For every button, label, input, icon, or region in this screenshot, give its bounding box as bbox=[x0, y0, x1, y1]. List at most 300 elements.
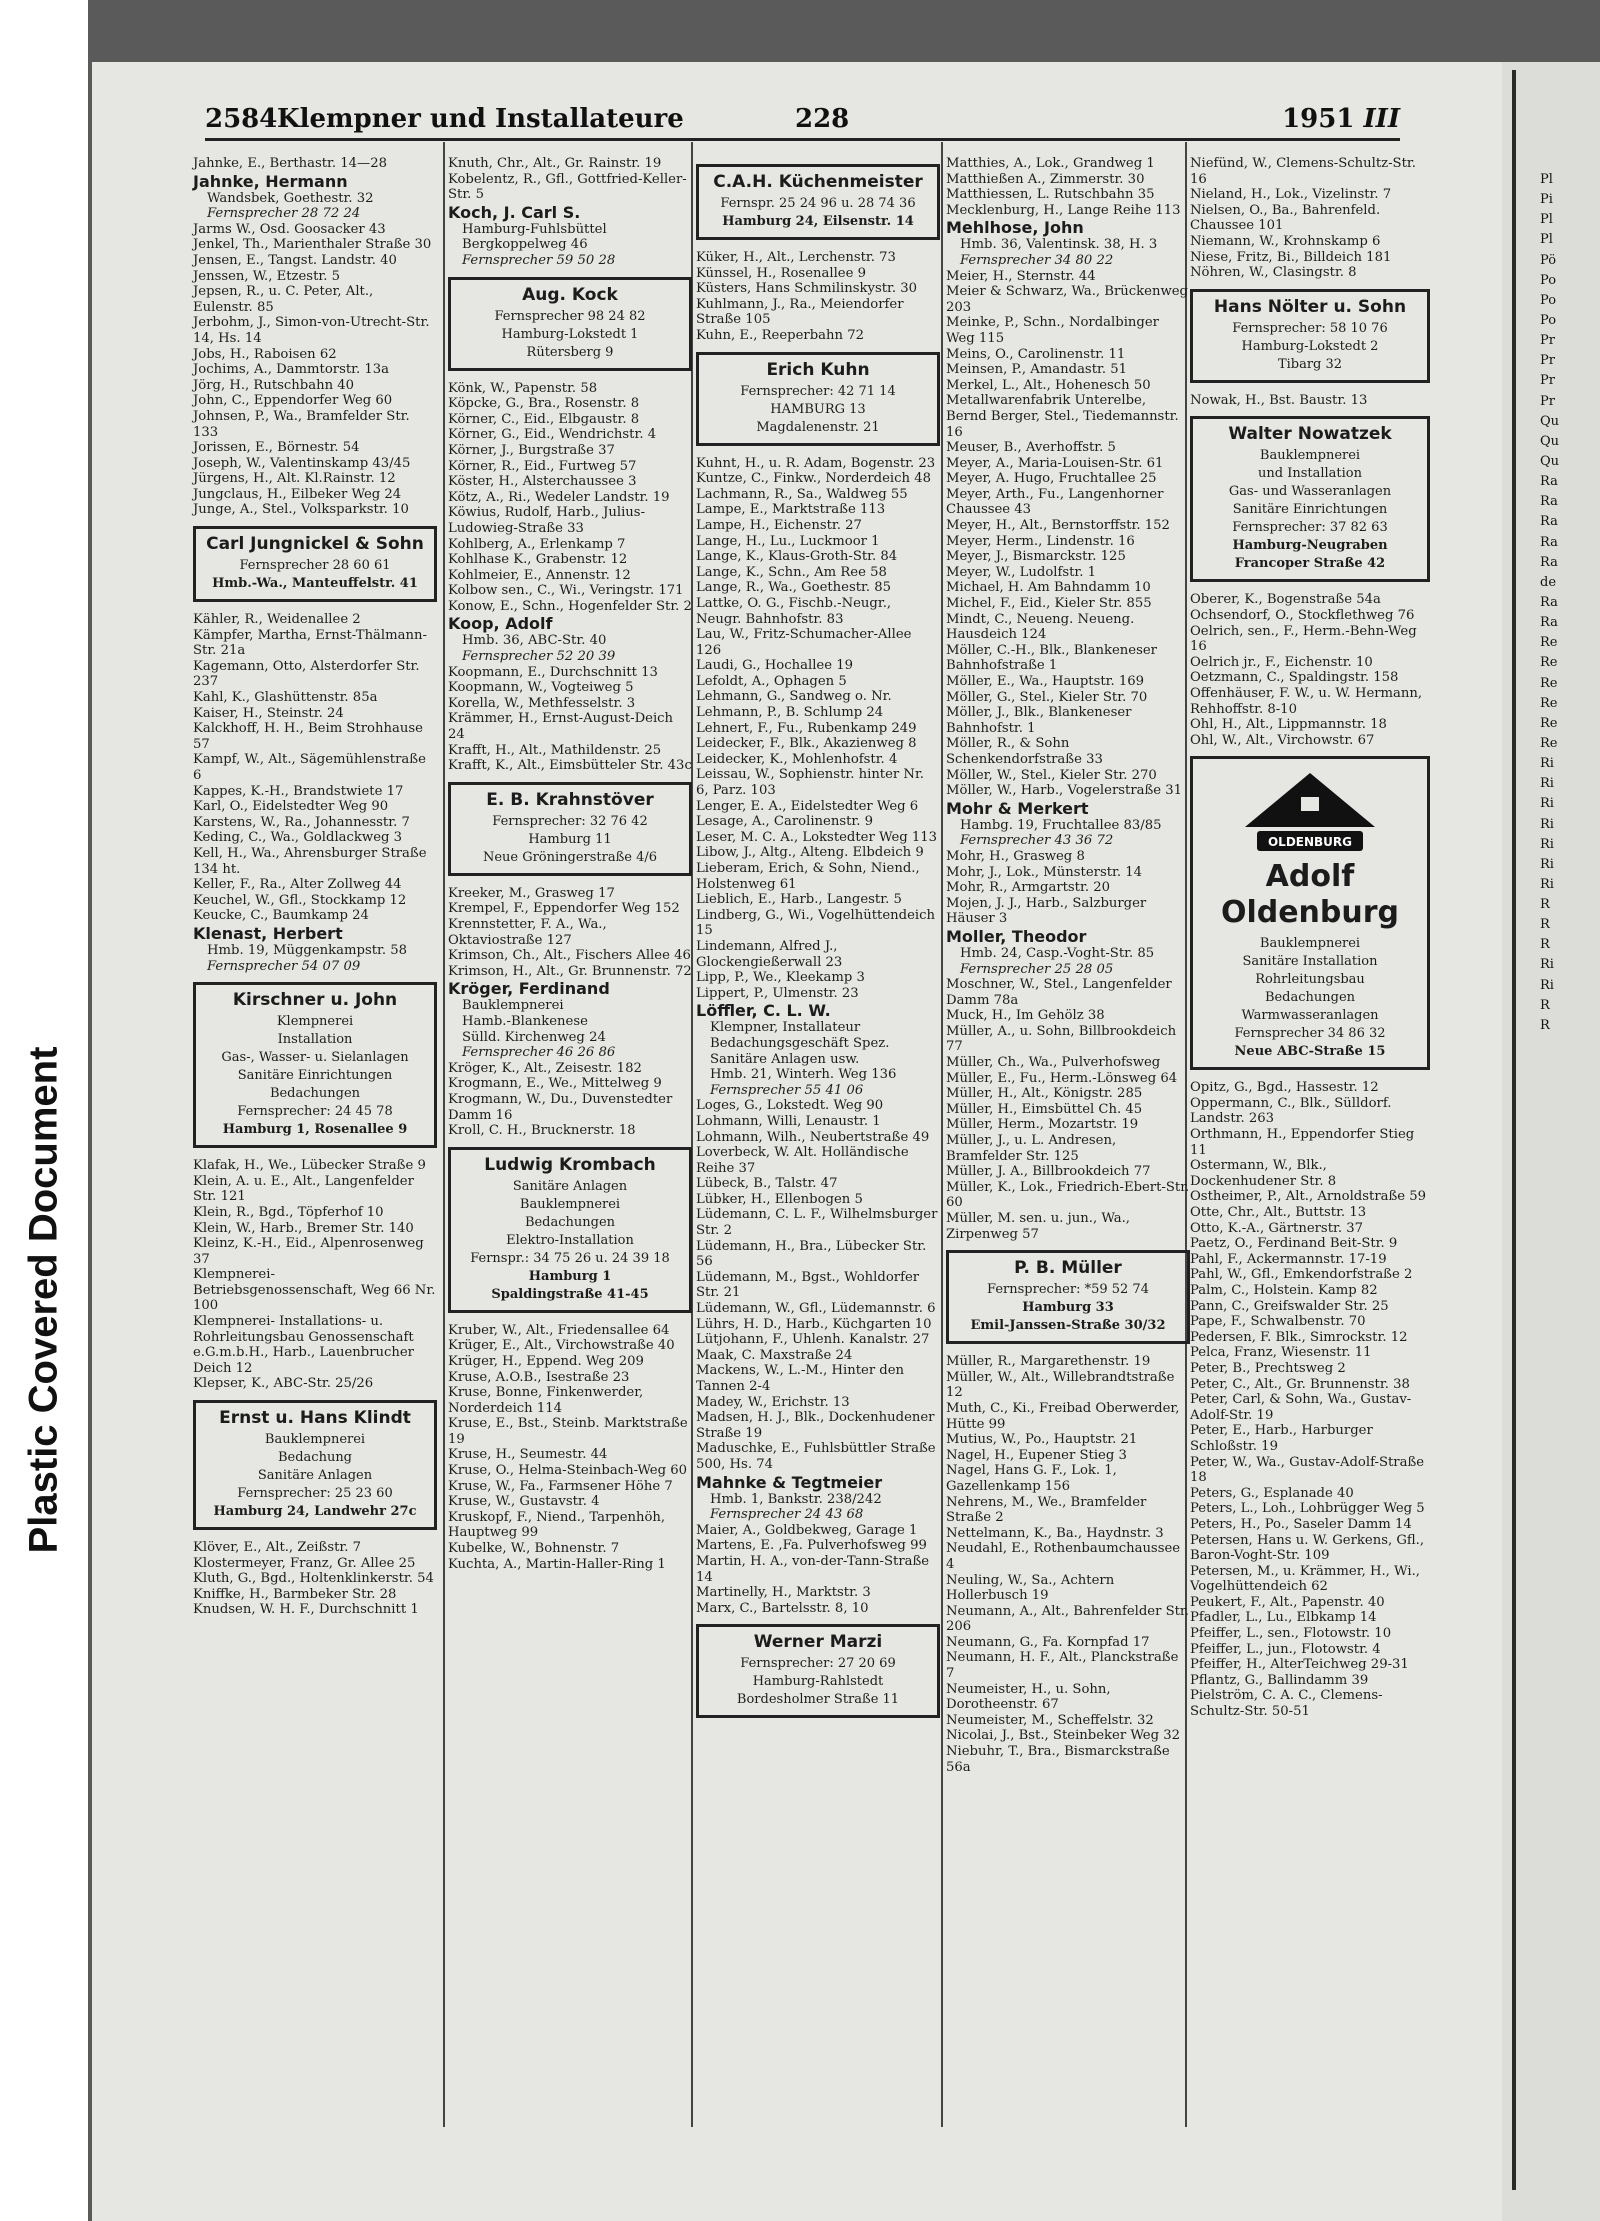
directory-entry bbox=[193, 1158, 437, 1174]
entry-text: Kniffke, H., Barmbeker Str. 28 bbox=[193, 1586, 397, 1602]
ad-address: Francoper Straße 42 bbox=[1234, 556, 1386, 572]
edge-letter: R bbox=[1540, 917, 1550, 933]
entry-text: Kröger, Ferdinand bbox=[448, 979, 610, 999]
entry-text: Pfadler, L., Lu., Elbkamp 14 bbox=[1190, 1610, 1377, 1626]
entry-text: Neumeister, H., u. Sohn, Dorotheenstr. 67 bbox=[946, 1681, 1111, 1713]
entry-text: Lehmann, G., Sandweg o. Nr. bbox=[696, 689, 892, 705]
entry-text: Maier, A., Goldbekweg, Garage 1 bbox=[696, 1522, 918, 1538]
entry-text: Lattke, O. G., Fischb.-Neugr., Neugr. Bahnhofstr. 83 bbox=[696, 595, 892, 627]
directory-entry bbox=[696, 767, 940, 798]
entry-text: Pelca, Franz, Wiesenstr. 11 bbox=[1190, 1345, 1372, 1361]
directory-entry-featured bbox=[946, 799, 1190, 818]
ad-line: Sanitäre Einrichtungen bbox=[1232, 502, 1388, 518]
entry-text: Peter, C., Alt., Gr. Brunnenstr. 38 bbox=[1190, 1376, 1410, 1392]
directory-entry bbox=[193, 659, 437, 690]
directory-entry bbox=[448, 1338, 692, 1354]
entry-text: Pape, F., Schwalbenstr. 70 bbox=[1190, 1314, 1366, 1330]
entry-text: Michael, H. Am Bahndamm 10 bbox=[946, 580, 1151, 596]
ad-line: Fernsprecher: 24 45 78 bbox=[237, 1104, 393, 1120]
entry-text: Kröger, K., Alt., Zeisestr. 182 bbox=[448, 1060, 642, 1076]
edge-letter: Pr bbox=[1540, 333, 1555, 349]
directory-entry bbox=[193, 471, 437, 487]
edge-letter: Qu bbox=[1540, 433, 1560, 449]
entry-text: Martens, E. ,Fa. Pulverhofsweg 99 bbox=[696, 1538, 927, 1554]
entry-detail: Hmb. 19, Müggenkampstr. 58 bbox=[207, 942, 408, 958]
edge-letter: Pi bbox=[1540, 192, 1553, 208]
entry-text: Jahnke, Hermann bbox=[193, 171, 348, 191]
advertiser-name: Werner Marzi bbox=[753, 1632, 883, 1653]
entry-text: Martinelly, H., Marktstr. 3 bbox=[696, 1585, 871, 1601]
entry-text: Lippert, P., Ulmenstr. 23 bbox=[696, 985, 859, 1001]
directory-entry bbox=[696, 281, 940, 297]
side-label: Plastic Covered Document bbox=[21, 1046, 66, 1554]
entry-text: Löffler, C. L. W. bbox=[696, 1001, 831, 1021]
ad-address: Hmb.-Wa., Manteuffelstr. 41 bbox=[212, 576, 418, 592]
ad-line: und Installation bbox=[1258, 466, 1362, 482]
ad-line: Bedachungen bbox=[1264, 990, 1356, 1006]
directory-entry bbox=[193, 1376, 437, 1392]
directory-entry bbox=[696, 736, 940, 752]
ad-line: Bauklempnerei bbox=[264, 1432, 366, 1448]
entry-text: Kruse, A.O.B., Isestraße 23 bbox=[448, 1369, 630, 1385]
directory-entry bbox=[448, 917, 692, 948]
entry-text: Mackens, W., L.-M., Hinter den Tannen 2-4 bbox=[696, 1363, 905, 1394]
directory-entry bbox=[1190, 1158, 1430, 1189]
directory-entry bbox=[193, 815, 437, 831]
directory-entry bbox=[946, 1354, 1190, 1370]
entry-text: Pahl, W., Gfl., Emkendorfstraße 2 bbox=[1190, 1267, 1413, 1283]
directory-entry bbox=[1190, 1673, 1430, 1689]
entry-detail: Hmb. 24, Casp.-Voght-Str. 85 bbox=[960, 945, 1155, 961]
directory-entry bbox=[448, 1479, 692, 1495]
directory-entry bbox=[448, 758, 692, 774]
directory-entry bbox=[946, 1573, 1190, 1604]
directory-entry-featured bbox=[193, 924, 437, 943]
directory-entry bbox=[696, 861, 940, 892]
edge-letter: Ra bbox=[1540, 594, 1558, 610]
entry-text: Oelrich jr., F., Eichenstr. 10 bbox=[1190, 654, 1373, 670]
entry-text: Jochims, A., Dammtorstr. 13a bbox=[193, 362, 390, 378]
directory-entry bbox=[448, 583, 692, 599]
entry-text: Möller, J., Blk., Blankeneser Bahnhofstr. 1 bbox=[946, 705, 1132, 736]
entry-text: Könk, W., Papenstr. 58 bbox=[448, 380, 598, 396]
ad-address: Neue ABC-Straße 15 bbox=[1234, 1044, 1386, 1060]
entry-text: Meyer, Herm., Lindenstr. 16 bbox=[946, 533, 1135, 549]
edge-letter: de bbox=[1540, 574, 1557, 590]
directory-entry bbox=[696, 1363, 940, 1394]
entry-text: Kohlhase K., Grabenstr. 12 bbox=[448, 552, 628, 568]
entry-text: Jorissen, E., Börnestr. 54 bbox=[193, 440, 360, 456]
directory-entry bbox=[696, 627, 940, 658]
directory-entry bbox=[193, 362, 437, 378]
directory-entry bbox=[193, 877, 437, 893]
directory-entry bbox=[696, 502, 940, 518]
entry-text: Lau, W., Fritz-Schumacher-Allee 126 bbox=[696, 627, 912, 658]
entry-text: Jerbohm, J., Simon-von-Utrecht-Str. 14, Hs. 14 bbox=[193, 315, 430, 346]
directory-entry bbox=[696, 471, 940, 487]
directory-entry-featured bbox=[696, 1001, 940, 1020]
edge-letter: Re bbox=[1540, 655, 1558, 671]
directory-entry bbox=[696, 250, 940, 266]
directory-entry bbox=[946, 643, 1190, 674]
directory-entry bbox=[946, 1432, 1190, 1448]
entry-text: Klein, R., Bgd., Töpferhof 10 bbox=[193, 1204, 384, 1220]
directory-entry bbox=[696, 689, 940, 705]
entry-text: Johnsen, P., Wa., Bramfelder Str. 133 bbox=[193, 408, 410, 440]
ad-line: Fernsprecher: 32 76 42 bbox=[492, 813, 648, 829]
directory-entry bbox=[193, 784, 437, 800]
entry-text: Jensen, E., Tangst. Landstr. 40 bbox=[193, 252, 397, 268]
directory-entry bbox=[696, 1145, 940, 1176]
entry-text: Nielsen, O., Ba., Bahrenfeld. Chaussee 101 bbox=[1190, 202, 1381, 234]
entry-text: Opitz, G., Bgd., Hassestr. 12 bbox=[1190, 1080, 1379, 1096]
directory-entry bbox=[1190, 717, 1430, 733]
directory-entry bbox=[696, 1554, 940, 1585]
entry-text: Metallwarenfabrik Unterelbe, Bernd Berger, Stel., Tiedemannstr. 16 bbox=[946, 393, 1179, 440]
entry-text: Lindemann, Alfred J., Glockengießerwall 23 bbox=[696, 938, 843, 970]
directory-entry bbox=[1190, 655, 1430, 671]
directory-entry bbox=[696, 721, 940, 737]
directory-entry bbox=[193, 156, 437, 172]
entry-text: Peters, L., Loh., Lohbrügger Weg 5 bbox=[1190, 1501, 1425, 1517]
entry-text: Matthießen A., Zimmerstr. 30 bbox=[946, 171, 1145, 187]
entry-text: Laudi, G., Hochallee 19 bbox=[696, 658, 853, 674]
advertisement-box bbox=[193, 982, 437, 1148]
entry-text: Neumann, G., Fa. Kornpfad 17 bbox=[946, 1634, 1150, 1650]
directory-entry bbox=[193, 269, 437, 285]
entry-text: Krafft, H., Alt., Mathildenstr. 25 bbox=[448, 742, 662, 758]
ad-line: Sanitäre Anlagen bbox=[257, 1468, 373, 1484]
entry-text: Küker, H., Alt., Lerchenstr. 73 bbox=[696, 250, 896, 265]
directory-entry bbox=[1190, 1127, 1430, 1158]
entry-text: Keuchel, W., Gfl., Stockkamp 12 bbox=[193, 892, 407, 908]
directory-entry bbox=[696, 1317, 940, 1333]
entry-text: Korella, W., Methfesselstr. 3 bbox=[448, 695, 636, 711]
directory-entry bbox=[1190, 1345, 1430, 1361]
directory-entry bbox=[448, 665, 692, 681]
directory-entry bbox=[1190, 670, 1430, 686]
page-header bbox=[205, 100, 1400, 141]
entry-text: Oelrich, sen., F., Herm.-Behn-Weg 16 bbox=[1190, 623, 1417, 655]
directory-entry bbox=[1190, 1501, 1430, 1517]
directory-entry bbox=[946, 580, 1190, 596]
directory-entry bbox=[696, 658, 940, 674]
entry-text: Lieblich, E., Harb., Langestr. 5 bbox=[696, 892, 902, 908]
edge-letter: Re bbox=[1540, 675, 1558, 691]
entry-text: Jarms W., Osd. Goosacker 43 bbox=[193, 221, 386, 237]
ad-line: Fernsprecher: *59 52 74 bbox=[987, 1282, 1149, 1298]
edge-letter: Ri bbox=[1540, 776, 1554, 792]
directory-entry bbox=[448, 948, 692, 964]
directory-entry bbox=[946, 362, 1190, 378]
directory-entry bbox=[946, 1370, 1190, 1401]
directory-entry bbox=[946, 896, 1190, 927]
entry-text: Offenhäuser, F. W., u. W. Hermann, Rehhoffstr. 8-10 bbox=[1190, 685, 1423, 717]
directory-entry bbox=[946, 880, 1190, 896]
ad-line: Hamburg-Rahlstedt bbox=[752, 1674, 884, 1690]
entry-text: Krüger, E., Alt., Virchowstraße 40 bbox=[448, 1338, 675, 1354]
advertisement-box bbox=[696, 352, 940, 446]
entry-detail: Fernsprecher 43 36 72 bbox=[960, 833, 1114, 849]
edge-letter: Ra bbox=[1540, 474, 1558, 490]
entry-text: Moller, Theodor bbox=[946, 926, 1087, 946]
directory-entry bbox=[696, 705, 940, 721]
directory-entry bbox=[1190, 1267, 1430, 1283]
directory-entry bbox=[448, 1323, 692, 1339]
entry-text: Pedersen, F. Blk., Simrockstr. 12 bbox=[1190, 1329, 1408, 1345]
directory-entry bbox=[193, 253, 437, 269]
entry-text: Müller, R., Margarethenstr. 19 bbox=[946, 1354, 1151, 1370]
entry-detail: Fernsprecher 25 28 05 bbox=[960, 961, 1114, 977]
entry-text: Ohl, W., Alt., Virchowstr. 67 bbox=[1190, 732, 1375, 748]
directory-entry bbox=[1190, 1189, 1430, 1205]
directory-entry bbox=[448, 552, 692, 568]
directory-entry bbox=[193, 409, 437, 440]
entry-text: Meyer, J., Bismarckstr. 125 bbox=[946, 549, 1126, 565]
entry-text: Kruse, W., Gustavstr. 4 bbox=[448, 1494, 600, 1510]
directory-entry-featured bbox=[193, 172, 437, 191]
directory-entry bbox=[448, 1385, 692, 1416]
directory-entry bbox=[193, 284, 437, 315]
directory-entry bbox=[448, 1463, 692, 1479]
directory-entry bbox=[696, 799, 940, 815]
ad-line: Hamburg 11 bbox=[528, 831, 612, 847]
directory-entry bbox=[696, 830, 940, 846]
directory-entry bbox=[946, 1463, 1190, 1494]
directory-column-3 bbox=[696, 156, 940, 1728]
directory-entry bbox=[696, 297, 940, 328]
directory-entry bbox=[448, 1370, 692, 1386]
edge-letter: Ri bbox=[1540, 876, 1554, 892]
ad-line: Fernsprecher 98 24 82 bbox=[494, 308, 646, 324]
entry-text: Nettelmann, K., Ba., Haydnstr. 3 bbox=[946, 1525, 1164, 1541]
entry-text: Lieberam, Erich, & Sohn, Niend., Holstenweg 61 bbox=[696, 861, 920, 892]
entry-text: Kampf, W., Alt., Sägemühlenstraße 6 bbox=[193, 752, 426, 783]
entry-detail: Fernsprecher 55 41 06 bbox=[710, 1082, 864, 1098]
ad-line: Warmwasseranlagen bbox=[1241, 1008, 1379, 1024]
directory-entry bbox=[1190, 393, 1430, 409]
directory-entry bbox=[696, 1301, 940, 1317]
directory-entry bbox=[946, 1604, 1190, 1635]
directory-entry bbox=[448, 886, 692, 902]
directory-entry bbox=[448, 743, 692, 759]
entry-text: Marx, C., Bartelsstr. 8, 10 bbox=[696, 1600, 869, 1616]
directory-entry bbox=[946, 865, 1190, 881]
directory-entry bbox=[696, 1441, 940, 1472]
entry-text: Jungclaus, H., Eilbeker Weg 24 bbox=[193, 486, 402, 502]
entry-detail: Bedachungsgeschäft Spez. bbox=[710, 1035, 890, 1051]
entry-text: Jörg, H., Rutschbahn 40 bbox=[193, 377, 355, 393]
directory-entry bbox=[696, 1523, 940, 1539]
entry-text: Lüdemann, W., Gfl., Lüdemannstr. 6 bbox=[696, 1301, 936, 1317]
directory-entry bbox=[696, 1192, 940, 1208]
entry-text: Klein, A. u. E., Alt., Langenfelder Str. 121 bbox=[193, 1173, 414, 1205]
entry-text: Kluth, G., Bgd., Holtenklinkerstr. 54 bbox=[193, 1571, 434, 1587]
directory-entry bbox=[946, 1024, 1190, 1055]
directory-entry bbox=[448, 490, 692, 506]
entry-text: Leser, M. C. A., Lokstedter Weg 113 bbox=[696, 829, 938, 845]
directory-entry bbox=[1190, 187, 1430, 203]
directory-entry bbox=[448, 1541, 692, 1557]
entry-text: Lenger, E. A., Eidelstedter Weg 6 bbox=[696, 798, 919, 814]
entry-text: Pfeiffer, H., AlterTeichweg 29-31 bbox=[1190, 1657, 1409, 1673]
directory-column-1 bbox=[193, 156, 437, 1618]
directory-entry bbox=[946, 1448, 1190, 1464]
directory-entry bbox=[193, 487, 437, 503]
directory-entry-featured bbox=[448, 614, 692, 633]
entry-text: Müller, M. sen. u. jun., Wa., Zirpenweg 57 bbox=[946, 1211, 1130, 1242]
entry-text: Koch, J. Carl S. bbox=[448, 202, 581, 222]
directory-entry bbox=[1190, 250, 1430, 266]
entry-text: Libow, J., Altg., Alteng. Elbdeich 9 bbox=[696, 845, 924, 861]
entry-text: Körner, R., Eid., Furtweg 57 bbox=[448, 458, 637, 474]
advertiser-name: Aug. Kock bbox=[522, 284, 618, 305]
entry-detail: Hambg. 19, Fruchtallee 83/85 bbox=[960, 817, 1162, 833]
entry-text: Klempnerei- Installations- u. Rohrleitungsbau Genossenschaft e.G.m.b.H., Harb., Lauenbrucher Deich 12 bbox=[193, 1314, 414, 1376]
year: 1951 bbox=[1282, 104, 1355, 134]
directory-entry bbox=[696, 328, 940, 344]
directory-entry bbox=[696, 456, 940, 472]
entry-text: Kaiser, H., Steinstr. 24 bbox=[193, 705, 344, 721]
directory-entry bbox=[946, 1086, 1190, 1102]
entry-text: Leissau, W., Sophienstr. hinter Nr. 6, Parz. 103 bbox=[696, 767, 924, 799]
edge-letter: Re bbox=[1540, 695, 1558, 711]
ad-line: Fernsprecher 34 86 32 bbox=[1234, 1026, 1386, 1042]
directory-entry bbox=[696, 970, 940, 986]
directory-entry bbox=[946, 378, 1190, 394]
directory-entry bbox=[946, 284, 1190, 315]
entry-text: Kubelke, W., Bohnenstr. 7 bbox=[448, 1541, 620, 1557]
entry-text: Pfeiffer, L., jun., Flotowstr. 4 bbox=[1190, 1641, 1381, 1657]
directory-entry bbox=[1190, 1361, 1430, 1377]
directory-column-5 bbox=[1190, 156, 1430, 1720]
directory-entry bbox=[946, 487, 1190, 518]
directory-entry bbox=[696, 986, 940, 1002]
directory-entry-featured bbox=[946, 927, 1190, 946]
directory-entry bbox=[946, 347, 1190, 363]
directory-entry bbox=[696, 752, 940, 768]
entry-detail: Wandsbek, Goethestr. 32 bbox=[207, 190, 374, 206]
entry-text: Krennstetter, F. A., Wa., Oktaviostraße 127 bbox=[448, 917, 607, 948]
directory-entry bbox=[946, 1635, 1190, 1651]
entry-text: Krempel, F., Eppendorfer Weg 152 bbox=[448, 901, 680, 917]
directory-entry bbox=[946, 1541, 1190, 1572]
ad-line: Bauklempnerei bbox=[1259, 448, 1361, 464]
directory-entry bbox=[1190, 1455, 1430, 1486]
directory-entry bbox=[696, 1601, 940, 1617]
directory-entry bbox=[1190, 1205, 1430, 1221]
entry-text: Orthmann, H., Eppendorfer Stieg 11 bbox=[1190, 1127, 1415, 1158]
edge-letter: Po bbox=[1540, 292, 1557, 308]
directory-entry bbox=[946, 1211, 1190, 1242]
entry-text: Krogmann, W., Du., Duvenstedter Damm 16 bbox=[448, 1091, 673, 1123]
directory-entry-featured bbox=[696, 1473, 940, 1492]
entry-text: Lüdemann, H., Bra., Lübecker Str. 56 bbox=[696, 1238, 927, 1270]
entry-text: Meyer, A. Hugo, Fruchtallee 25 bbox=[946, 471, 1157, 487]
edge-letter: Ra bbox=[1540, 554, 1558, 570]
directory-entry bbox=[448, 412, 692, 428]
entry-text: Lipp, P., We., Kleekamp 3 bbox=[696, 970, 865, 986]
ad-line: Bedachungen bbox=[524, 1214, 616, 1230]
entry-text: Kruse, W., Fa., Farmsener Höhe 7 bbox=[448, 1478, 673, 1494]
entry-text: Mehlhose, John bbox=[946, 218, 1084, 238]
directory-entry bbox=[1190, 1283, 1430, 1299]
page-number-left: 2584 bbox=[205, 104, 278, 134]
directory-entry bbox=[946, 849, 1190, 865]
entry-text: Neumann, H. F., Alt., Planckstraße 7 bbox=[946, 1650, 1179, 1682]
entry-text: Körner, J., Burgstraße 37 bbox=[448, 442, 615, 458]
entry-text: Lührs, H. D., Harb., Küchgarten 10 bbox=[696, 1316, 932, 1332]
advertiser-name: E. B. Krahnstöver bbox=[486, 789, 654, 810]
entry-text: Lindberg, G., Wi., Vogelhüttendeich 15 bbox=[696, 907, 935, 939]
advertisement-box bbox=[1190, 416, 1430, 582]
entry-text: Mindt, C., Neueng. Neueng. Hausdeich 124 bbox=[946, 611, 1135, 643]
entry-text: Müller, H., Alt., Königstr. 285 bbox=[946, 1086, 1143, 1102]
entry-text: Mecklenburg, H., Lange Reihe 113 bbox=[946, 202, 1181, 218]
directory-entry bbox=[193, 908, 437, 924]
directory-entry bbox=[946, 596, 1190, 612]
ad-line: Fernsprecher: 42 71 14 bbox=[740, 383, 896, 399]
directory-entry bbox=[946, 1133, 1190, 1164]
directory-entry bbox=[946, 187, 1190, 203]
entry-text: Niese, Fritz, Bi., Billdeich 181 bbox=[1190, 249, 1392, 265]
entry-text: Neudahl, E., Rothenbaumchaussee 4 bbox=[946, 1541, 1181, 1572]
entry-detail: Fernsprecher 52 20 39 bbox=[462, 649, 616, 665]
directory-entry bbox=[1190, 1688, 1430, 1719]
logo-text: OLDENBURG bbox=[1267, 835, 1353, 850]
directory-entry bbox=[193, 1314, 437, 1376]
entry-detail: Klempner, Installateur bbox=[710, 1020, 861, 1036]
entry-text: Köpcke, G., Bra., Rosenstr. 8 bbox=[448, 396, 640, 412]
entry-text: Kroll, C. H., Brucknerstr. 18 bbox=[448, 1123, 636, 1139]
directory-entry bbox=[1190, 1642, 1430, 1658]
advertisement-box bbox=[1190, 756, 1430, 1070]
directory-entry bbox=[946, 1744, 1190, 1775]
entry-detail: Fernsprecher 46 26 86 bbox=[462, 1045, 616, 1061]
entry-text: Kruber, W., Alt., Friedensallee 64 bbox=[448, 1322, 670, 1338]
entry-detail: Fernsprecher 59 50 28 bbox=[462, 252, 616, 268]
directory-entry bbox=[946, 549, 1190, 565]
entry-text: Pflantz, G., Ballindamm 39 bbox=[1190, 1672, 1369, 1688]
entry-text: Lübker, H., Ellenbogen 5 bbox=[696, 1191, 863, 1207]
directory-entry bbox=[946, 565, 1190, 581]
edge-letter: Qu bbox=[1540, 413, 1560, 429]
ad-line: Fernsprecher: 25 23 60 bbox=[237, 1486, 393, 1502]
directory-entry bbox=[696, 1585, 940, 1601]
entry-text: Michel, F., Eid., Kieler Str. 855 bbox=[946, 596, 1152, 612]
edge-letter: Ra bbox=[1540, 615, 1558, 631]
directory-entry bbox=[1190, 624, 1430, 655]
entry-text: Oberer, K., Bogenstraße 54a bbox=[1190, 592, 1381, 608]
entry-text: Möller, W., Harb., Vogelerstraße 31 bbox=[946, 783, 1183, 799]
entry-text: Otto, K.-A., Gärtnerstr. 37 bbox=[1190, 1220, 1364, 1236]
ad-line: Fernsprecher: 58 10 76 bbox=[1232, 320, 1388, 336]
entry-text: Peukert, F., Alt., Papenstr. 40 bbox=[1190, 1594, 1385, 1610]
directory-entry bbox=[696, 892, 940, 908]
entry-text: Müller, J., u. L. Andresen, Bramfelder Str. 125 bbox=[946, 1133, 1117, 1164]
advertiser-name: C.A.H. Küchenmeister bbox=[713, 172, 923, 192]
directory-entry-featured bbox=[448, 203, 692, 222]
next-page-letters bbox=[1540, 170, 1598, 1036]
directory-entry bbox=[193, 393, 437, 409]
directory-entry bbox=[946, 1164, 1190, 1180]
entry-text: Matthiessen, L. Rutschbahn 35 bbox=[946, 187, 1155, 203]
directory-entry bbox=[193, 690, 437, 706]
entry-text: Meier & Schwarz, Wa., Brückenweg 203 bbox=[946, 284, 1188, 315]
entry-text: Kruse, E., Bst., Steinb. Marktstraße 19 bbox=[448, 1416, 688, 1447]
entry-text: Müller, Ch., Wa., Pulverhofsweg bbox=[946, 1055, 1161, 1071]
edge-letter: Pl bbox=[1540, 172, 1553, 187]
